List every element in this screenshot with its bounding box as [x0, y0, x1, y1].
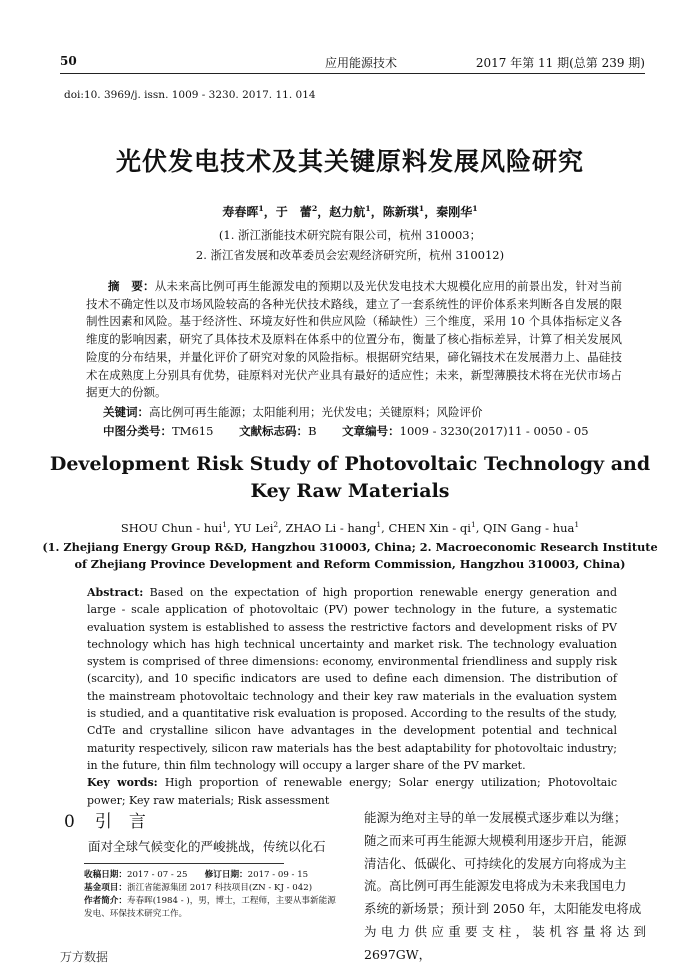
- abstract-en-label: Abstract:: [87, 586, 144, 599]
- classification-chinese: 中图分类号：TM615 文献标志码：B 文章编号：1009 - 3230(2017)11 - 0050 - 05: [103, 424, 589, 438]
- abstract-chinese: [86, 278, 622, 402]
- keywords-chinese: 关键词：高比例可再生能源；太阳能利用；光伏发电；关键原料；风险评价: [103, 405, 483, 419]
- title-english: Development Risk Study of Photovoltaic Technology and Key Raw Materials: [49, 453, 651, 502]
- affiliations-english: (1. Zhejiang Energy Group R&D, Hangzhou 310003, China; 2. Macroeconomic Research Institute of Zhejiang Province Development and Reform Commission, Hangzhou 310003, China): [42, 540, 658, 571]
- abstract-cn-text: 从未来高比例可再生能源发电的预期以及光伏发电技术大规模化应用的前景出发，针对当前技术不确定性以及市场风险较高的各种光伏技术路线，建立了一套系统性的评价体系来判断各自发展的限制性因素和风险。基于经济性、环境友好性和供应风险（稀缺性）三个维度，采用 10 个具体指标定义各维度的影响因素，研究了具体技术及原料在体系中的位置分布，衡量了核心指标差异，计算了相关发展风险度的分布结果，并量化评价了研究对象的风险指标。根据研究结果，碲化镉技术在发展潜力上、晶硅技术在成熟度上分别具有优势，硅原料对光伏产业具有最好的适应性；未来，新型薄膜技术将在光伏市场占据更大的份额。: [86, 279, 623, 400]
- doi[interactable]: doi:10. 3969/j. issn. 1009 - 3230. 2017. 11. 014: [64, 89, 316, 101]
- watermark: 万方数据: [60, 950, 109, 964]
- running-header: [60, 52, 645, 74]
- section-heading-intro: 0 引 言: [64, 812, 146, 832]
- abstract-english: [87, 584, 617, 809]
- affiliation-cn-2: 2. 浙江省发展和改革委员会宏观经济研究所，杭州 310012): [195, 248, 505, 262]
- abstract-cn-label: 摘 要：: [108, 279, 155, 293]
- intro-first-line: 面对全球气候变化的严峻挑战，传统以化石: [88, 839, 326, 854]
- authors-chinese: 寿春晖$^1$，于 蕾$^2$，赵力航$^1$，陈新琪$^1$，秦刚华$^1$: [222, 204, 478, 219]
- footnote-rule: [84, 863, 284, 864]
- body-right-column: 能源为绝对主导的单一发展模式逐步难以为继； 随之而来可再生能源大规模利用逐步开启，能源 清洁化、低碳化、可持续化的发展方向将成为主 流。高比例可再生能源发电将成为未来我国电力 系统的新场景；预计到 2050 年，太阳能发电将成 为电力供应重要支柱，装机容量将达到 2697GW，: [364, 810, 646, 962]
- abstract-en-text: Based on the expectation of high proportion renewable energy generation and large - scale application of photovoltaic (PV) power technology in the future, a systematic evaluation system is established to assess the restrictive factors and development risks of PV technology which has high technical uncertainty and market risk. The technology evaluation system is comprised of three dimensions: economy, environmental friendliness and supply risk (scarcity), and 10 specific indicators are used to define each dimension. The distribution of the mainstream photovoltaic technology and their key raw materials in the evaluation system is studied, and a quantitative risk evaluation is proposed. According to the results of the study, CdTe and crystalline silicon have advantages in the development potential and technical maturity respectively, silicon raw materials has the best adaptability for photovoltaic industry; in the future, thin film technology will occupy a larger share of the PV market.: [87, 586, 617, 772]
- title-chinese: 光伏发电技术及其关键原料发展风险研究: [115, 147, 584, 176]
- page-number: 50: [60, 54, 77, 68]
- affiliation-cn-1: (1. 浙江浙能技术研究院有限公司，杭州 310003；: [218, 228, 482, 242]
- keywords-en-label: Key words:: [87, 776, 158, 790]
- authors-english: SHOU Chun - hui$^1$, YU Lei$^2$, ZHAO Li - hang$^1$, CHEN Xin - $qi^1$, QIN Gang - hua$^1$: [120, 520, 580, 535]
- header-rule: [60, 73, 645, 74]
- issue-info: 2017 年第 11 期(总第 239 期): [475, 56, 645, 70]
- keywords-en-text: High proportion of renewable energy; Solar energy utilization; Photovoltaic power; Key raw materials; Risk assessment: [87, 776, 617, 807]
- journal-name: 应用能源技术: [325, 56, 398, 70]
- footnotes: 收稿日期：2017 - 07 - 25 修订日期：2017 - 09 - 15 基金项目：浙江省能源集团 2017 科技项目(ZN - KJ - 042) 作者简介：寿春晖(1984 - )，男，博士，工程师，主要从事新能源发电、环保技术研究工作。: [84, 870, 336, 919]
